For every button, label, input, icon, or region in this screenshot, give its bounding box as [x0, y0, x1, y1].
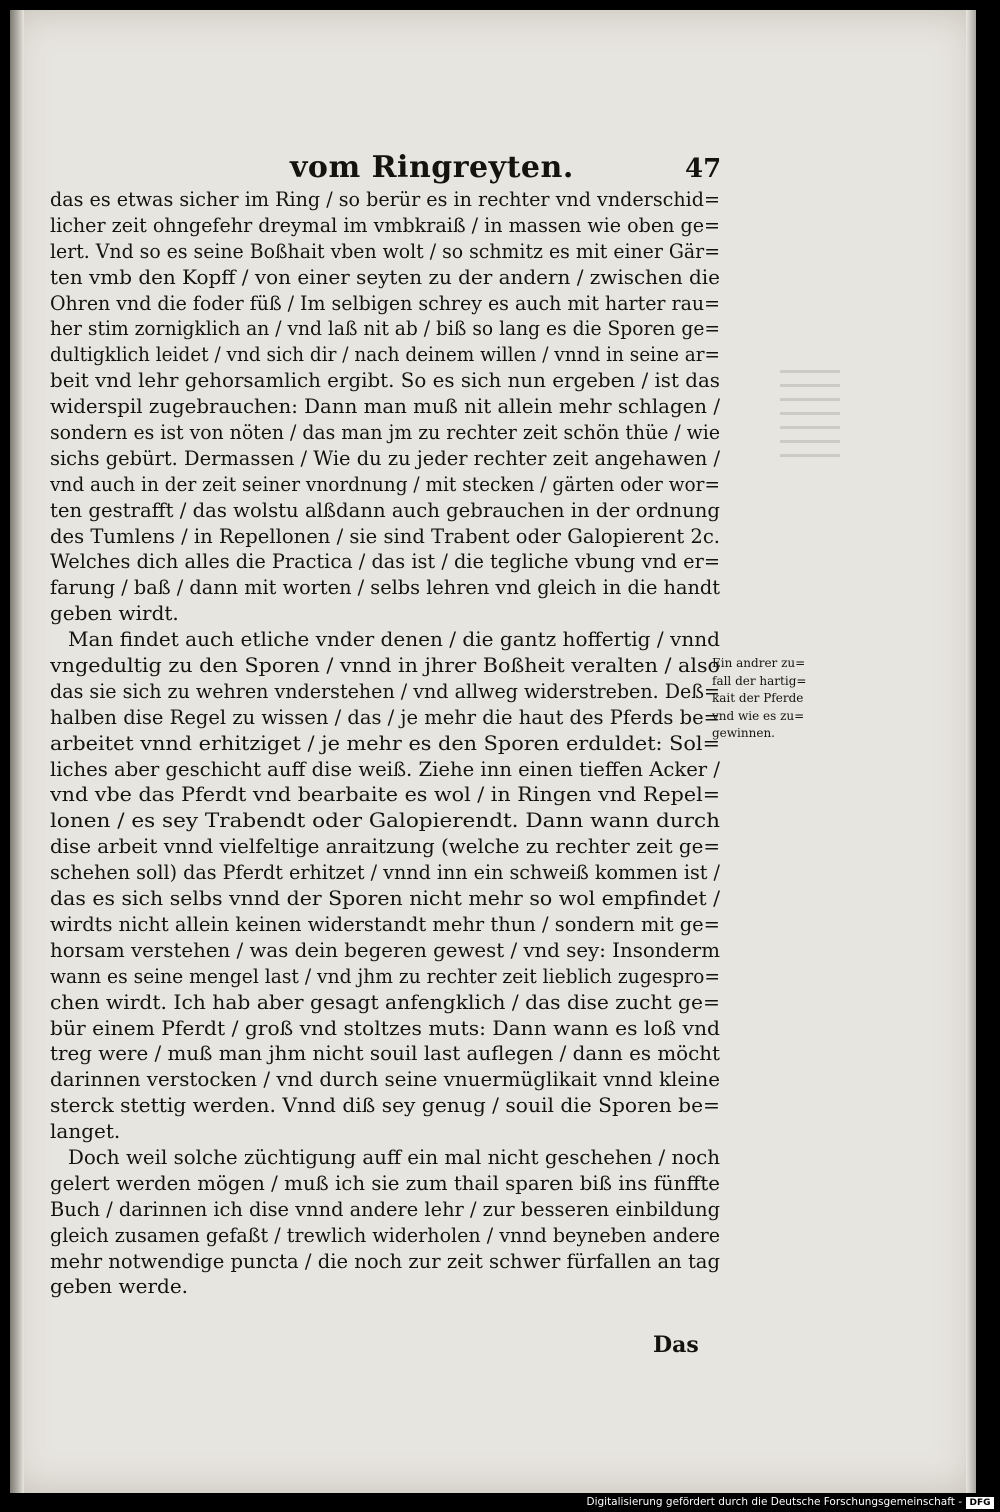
text-line: Welches dich alles die Practica / das ist / die tegliche vbung vnd er= [50, 549, 720, 574]
text-line: ten gestrafft / das wolstu alßdann auch gebrauchen in der ordnung [50, 497, 720, 522]
text-line: lert. Vnd so es seine Boßhait vben wolt / so schmitz es mit einer Gär= [50, 238, 720, 263]
text-line: dultigklich leidet / vnd sich dir / nach deinem willen / vnnd in seine ar= [50, 342, 720, 367]
text-line: Man findet auch etliche vnder denen / die gantz hoffertig / vnnd [68, 627, 720, 652]
text-line: langet. [50, 1119, 121, 1144]
page-header [10, 150, 976, 190]
text-line: mehr notwendige puncta / die noch zur zeit schwer fürfallen an tag [50, 1248, 720, 1273]
marginal-note-line: kait der Pferde [712, 691, 804, 705]
text-line: gleich zusamen gefaßt / trewlich widerholen / vnnd beyneben andere [50, 1222, 720, 1247]
text-line: liches aber geschicht auff dise weiß. Ziehe inn einen tieffen Acker / [50, 756, 720, 781]
text-line: geben werde. [50, 1274, 189, 1299]
text-line: bür einem Pferdt / groß vnd stoltzes muts: Dann wann es loß vnd [50, 1015, 720, 1040]
text-line: licher zeit ohngefehr dreymal im vmbkraiß / in massen wie oben ge= [50, 212, 720, 237]
text-line: widerspil zugebrauchen: Dann man muß nit allein mehr schlagen / [50, 394, 720, 419]
text-line: halben dise Regel zu wissen / das / je mehr die haut des Pferds be= [50, 704, 720, 729]
show-through-bleed [780, 370, 840, 460]
dfg-logo: DFG [966, 1497, 994, 1509]
text-line: Doch weil solche züchtigung auff ein mal nicht geschehen / noch [68, 1144, 720, 1169]
marginal-note-line: Ein andrer zu= [712, 656, 806, 670]
text-line: schehen soll) das Pferdt erhitzet / vnnd inn ein schweiß kommen ist / [50, 860, 720, 885]
page-edge [966, 10, 976, 1493]
text-line: vngedultig zu den Sporen / vnnd in jhrer Boßheit veralten / also [50, 653, 720, 678]
text-line: sondern es ist von nöten / das man jm zu rechter zeit schön thüe / wie [50, 420, 720, 445]
page-gutter [10, 10, 24, 1493]
footer-bar [0, 1494, 1000, 1512]
text-line: des Tumlens / in Repellonen / sie sind Trabent oder Galopierent 2c. [50, 523, 720, 548]
marginal-note-line: gewinnen. [712, 726, 775, 740]
marginal-note [712, 655, 812, 743]
body-text [50, 187, 720, 1300]
running-head: vom Ringreyten. [290, 150, 574, 185]
text-line: gelert werden mögen / muß ich sie zum thail sparen biß ins fünffte [50, 1170, 720, 1195]
text-line: vnd vbe das Pferdt vnd bearbaite es wol / in Ringen vnd Repel= [50, 782, 720, 807]
text-line: ten vmb den Kopff / von einer seyten zu der andern / zwischen die [50, 264, 720, 289]
text-line: her stim zornigklich an / vnd laß nit ab / biß so lang es die Sporen ge= [50, 316, 720, 341]
text-line: horsam verstehen / was dein begeren gewest / vnd sey: Insonderm [50, 937, 720, 962]
text-line: vnd auch in der zeit seiner vnordnung / mit stecken / gärten oder wor= [50, 471, 720, 496]
text-line: beit vnd lehr gehorsamlich ergibt. So es sich nun ergeben / ist das [50, 368, 720, 393]
marginal-note-line: vnd wie es zu= [712, 708, 805, 723]
text-line: treg were / muß man jhm nicht souil last auflegen / dann es möcht [50, 1041, 720, 1066]
text-line: das es sich selbs vnnd der Sporen nicht mehr so wol empfindet / [50, 886, 720, 911]
text-line: das es etwas sicher im Ring / so berür es in rechter vnd vnderschid= [50, 187, 720, 211]
text-line: lonen / es sey Trabendt oder Galopierendt. Dann wann durch [50, 808, 720, 833]
text-line: Ohren vnd die foder füß / Im selbigen schrey es auch mit harter rau= [50, 290, 720, 315]
text-line: arbeitet vnnd erhitziget / je mehr es den Sporen erduldet: Sol= [50, 730, 720, 755]
page-number: 47 [685, 154, 722, 184]
text-line: chen wirdt. Ich hab aber gesagt anfengklich / das dise zucht ge= [50, 989, 720, 1014]
text-line: sterck stettig werden. Vnnd diß sey genug / souil die Sporen be= [50, 1093, 720, 1118]
book-page [10, 10, 976, 1493]
text-line: farung / baß / dann mit worten / selbs lehren vnd gleich in die handt [50, 575, 720, 600]
text-line: das sie sich zu wehren vnderstehen / vnd allweg widerstreben. Deß= [50, 678, 720, 703]
text-line: wirdts nicht allein keinen widerstandt mehr thun / sondern mit ge= [50, 911, 720, 936]
marginal-note-line: fall der hartig= [712, 673, 807, 688]
text-line: dise arbeit vnnd vielfeltige anraitzung (welche zu rechter zeit ge= [50, 834, 720, 859]
text-line: darinnen verstocken / vnd durch seine vnuermüglikait vnnd kleine [50, 1067, 720, 1092]
text-line: sichs gebürt. Dermassen / Wie du zu jeder rechter zeit angehawen / [50, 445, 720, 470]
text-line: geben wirdt. [50, 601, 179, 626]
footer-credit: Digitalisierung gefördert durch die Deutsche Forschungsgemeinschaft - [586, 1496, 962, 1508]
catchword: Das [653, 1332, 699, 1358]
text-line: Buch / darinnen ich dise vnnd andere lehr / zur besseren einbildung [50, 1196, 720, 1221]
text-line: wann es seine mengel last / vnd jhm zu rechter zeit lieblich zugespro= [50, 963, 720, 988]
